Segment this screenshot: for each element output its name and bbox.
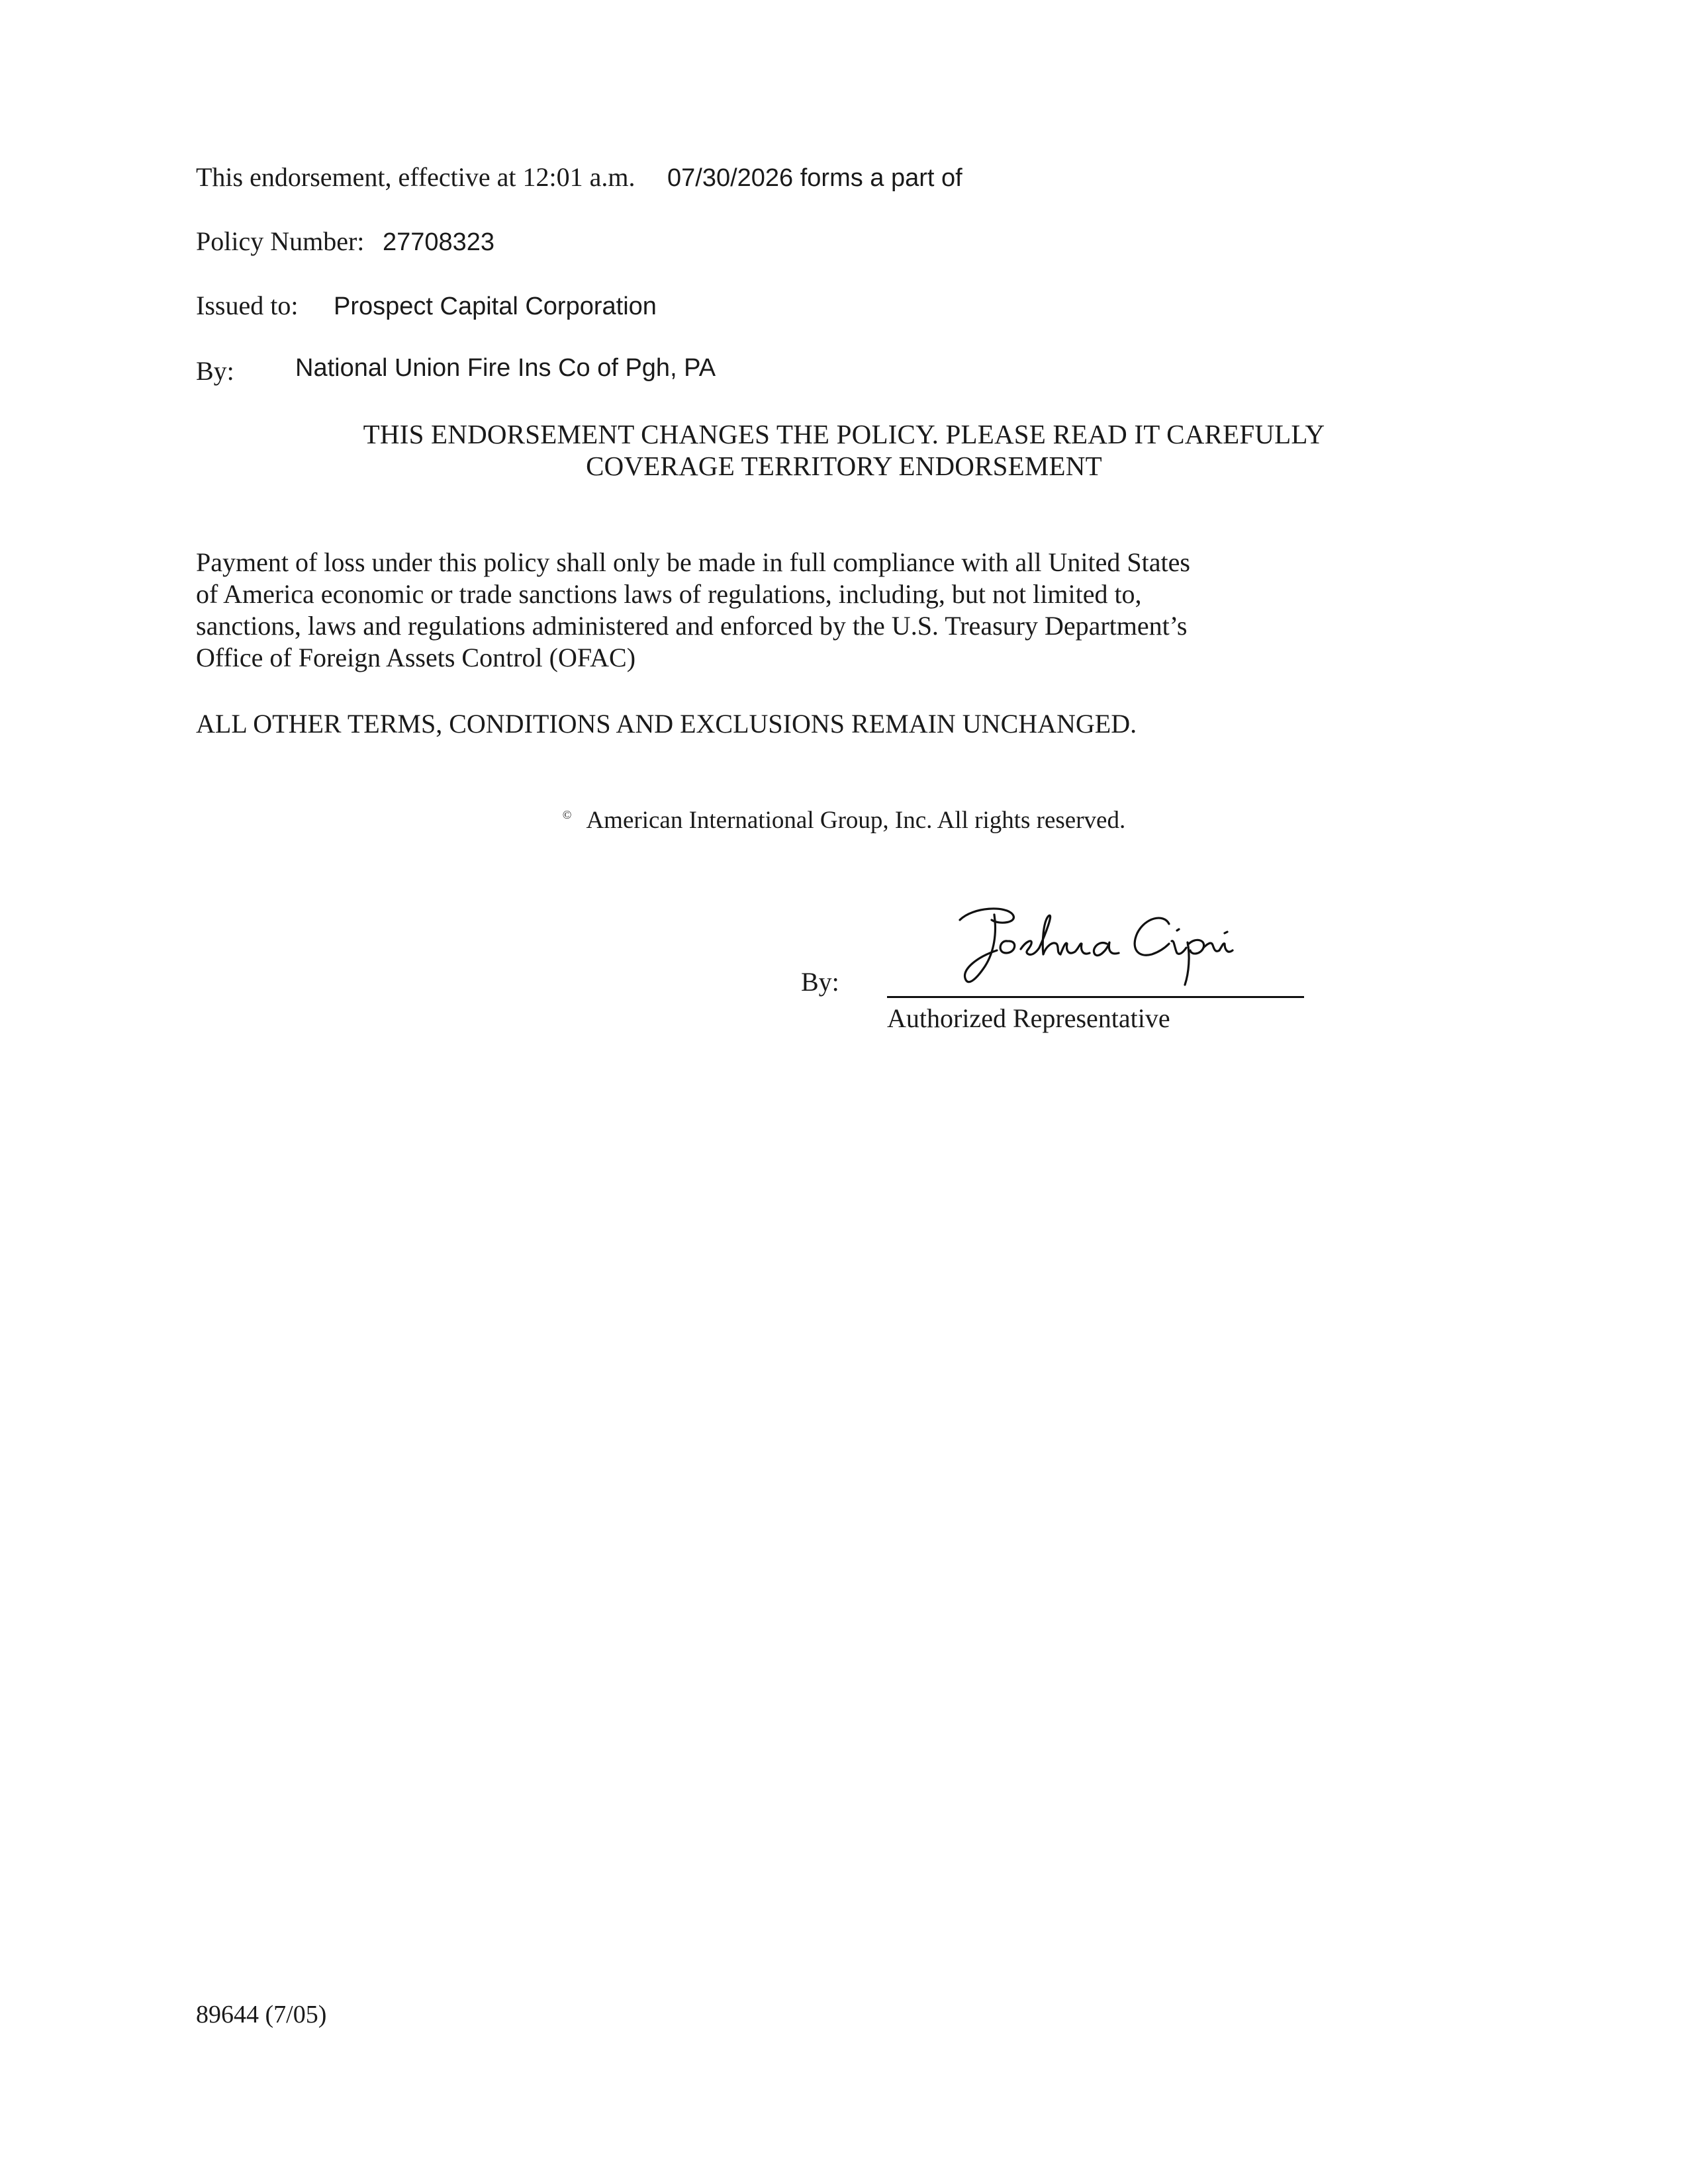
authorized-representative-label: Authorized Representative [887, 1003, 1170, 1033]
copyright-notice [0, 806, 1688, 835]
handwritten-signature [933, 900, 1238, 999]
effective-label: This endorsement, effective at 12:01 a.m. [196, 162, 635, 192]
body-line-2: of America economic or trade sanctions laws of regulations, including, but not limited to, [196, 579, 1142, 609]
form-number: 89644 (7/05) [196, 2001, 327, 2028]
endorsement-title: COVERAGE TERRITORY ENDORSEMENT [586, 451, 1102, 481]
copyright-text: American International Group, Inc. All rights reserved. [586, 807, 1126, 834]
endorsement-notice: THIS ENDORSEMENT CHANGES THE POLICY. PLEASE READ IT CAREFULLY [363, 419, 1325, 449]
insurer-name: National Union Fire Ins Co of Pgh, PA [295, 354, 716, 382]
body-line-3: sanctions, laws and regulations administered and enforced by the U.S. Treasury Department’s [196, 611, 1188, 641]
insurer-by-label: By: [196, 356, 234, 386]
policy-number-value: 27708323 [383, 228, 495, 256]
issued-to-label: Issued to: [196, 291, 299, 320]
body-line-1: Payment of loss under this policy shall only be made in full compliance with all United States [196, 547, 1190, 577]
effective-value: 07/30/2026 forms a part of [667, 164, 962, 192]
issued-to-value: Prospect Capital Corporation [334, 293, 657, 320]
copyright-symbol: © [562, 808, 572, 821]
signature-line [887, 996, 1304, 998]
signature-by-label: By: [801, 967, 839, 997]
closing-statement: ALL OTHER TERMS, CONDITIONS AND EXCLUSIONS REMAIN UNCHANGED. [196, 709, 1137, 739]
policy-number-label: Policy Number: [196, 226, 365, 256]
body-line-4: Office of Foreign Assets Control (OFAC) [196, 643, 636, 672]
